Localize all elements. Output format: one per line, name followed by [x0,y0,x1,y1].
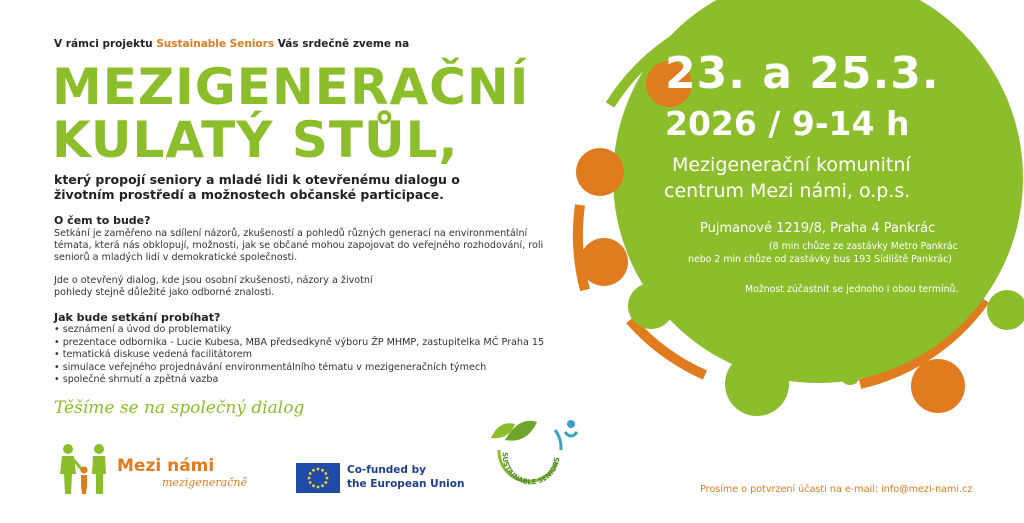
agenda-heading: Jak bude setkání probíhat? [54,311,221,324]
about-heading: O čem to bude? [54,214,151,227]
venue-address: Pujmanové 1219/8, Praha 4 Pankrác [700,221,936,236]
eu-cofunded-text [347,463,464,491]
orange-dot-3 [580,238,628,286]
main-title-line1: MEZIGENERAČNÍ [52,58,530,116]
main-title-line2: KULATÝ STŮL, [52,111,459,169]
agenda-item: • prezentace odbornika - Lucie Kubesa, MBA předsedkyně výboru ŽP MHMP, zastupitelka MČ Praha 15 [54,337,544,350]
mezi-nami-logo-text: Mezi námi [117,456,215,476]
eu-line-1: Co-funded by [347,464,426,476]
green-dot-2 [725,352,789,416]
orange-dot-4 [911,359,965,413]
orange-dot-2 [576,148,624,196]
intro-line [54,38,409,50]
agenda-list [54,324,544,387]
agenda-item: • společné shrnutí a zpětná vazba [54,374,544,387]
agenda-item: • seznámení a úvod do problematiky [54,324,544,337]
event-dates: 23. a 25.3. [665,48,940,99]
project-name: Sustainable Seniors [156,38,275,50]
green-dot-1 [628,283,674,329]
venue-line-2: centrum Mezi námi, o.p.s. [664,180,911,202]
rsvp-text: Prosíme o potvrzení účasti na e-mail: info@mezi-nami.cz [700,484,973,495]
green-dot-4 [987,290,1024,330]
event-year-time: 2026 / 9-14 h [665,104,910,143]
sustainable-seniors-logo [485,410,585,495]
about-text-2: Jde o otevřený dialog, kde jsou osobní zkušenosti, názory a životní pohledy stejně důležité jako odborné znalosti. [54,275,373,298]
directions-line-1: (8 min chůze ze zastávky Metro Pankrác [769,241,958,252]
directions-line-2: nebo 2 min chůze od zastávky bus 193 Sídliště Pankrác) [688,254,952,265]
mezi-nami-logo-subtitle: mezigeneračně [162,476,247,489]
agenda-item: • tematická diskuse vedená facilitátorem [54,349,544,362]
agenda-item: • simulace veřejného projednávání environmentálního tématu v mezigeneračních týmech [54,362,544,375]
eu-flag-icon [296,463,340,493]
intro-prefix: V rámci projektu [54,38,153,50]
about-text-1: Setkání je zaměřeno na sdílení názorů, zkušeností a pohledů různých generací na environmentální témata, která nás obklopují, možnosti, jak se občané mohou zapojovat do veřejného rozhodování, roli seniorů a mladých lidí v demokratické společnosti. [54,228,544,263]
eu-line-2: the European Union [347,478,465,490]
orange-arc-left [578,205,585,290]
family-figures-icon [56,440,112,496]
subtitle: který propojí seniory a mladé lidi k otevřenému dialogu o životním prostředí a možnostech občanské participace. [54,172,460,202]
green-dot-3 [840,365,860,385]
venue-line-1: Mezigenerační komunitní [672,154,911,176]
closing-script: Těšíme se na společný dialog [54,398,305,418]
sustainable-seniors-logo-text: SUSTAINABLE SENIORS [500,451,562,487]
svg-text:SUSTAINABLE SENIORS [501,452,562,487]
attendance-note: Možnost zúčastnit se jednoho i obou termínů. [745,284,959,295]
intro-suffix: Vás srdečně zveme na [277,38,410,50]
